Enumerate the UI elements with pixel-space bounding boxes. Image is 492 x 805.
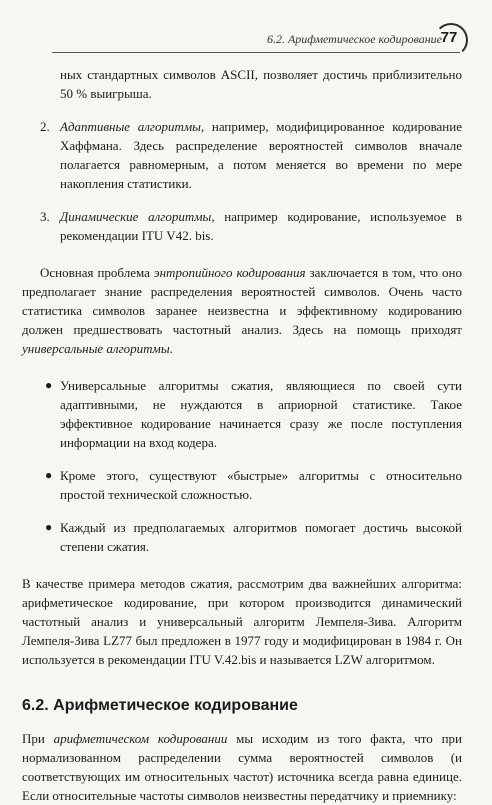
list-item-number: 3. bbox=[40, 209, 50, 224]
bullet-text: Каждый из предполагаемых алгоритмов помогает достичь высокой степени сжатия. bbox=[60, 520, 462, 554]
paragraph-text: Основная проблема bbox=[40, 265, 154, 280]
list-item-text: ных стандартных символов ASCII, позволяет достичь приблизительно 50 % выигрыша. bbox=[60, 67, 462, 101]
bullet-item-3 bbox=[22, 518, 462, 556]
list-item-term: Адаптивные алгоритмы bbox=[60, 119, 201, 134]
list-item-1-continuation bbox=[22, 65, 462, 103]
list-item-3 bbox=[22, 207, 462, 245]
page-number: 77 bbox=[437, 26, 461, 50]
list-item-text: , например, модифицированное кодирование Хаффмана. Здесь распределение вероятностей символов вначале полагается равномерным, а потом меняется во времени по мере накопления статистики. bbox=[60, 119, 462, 191]
list-item-text: , например кодирование, используемое в рекомендации ITU V42. bis. bbox=[60, 209, 462, 243]
paragraph-text: При bbox=[22, 731, 54, 746]
paragraph-text: мы исходим из того факта, что при нормализованном распределении сумма вероятностей символов (и соответствующих им относительных частот) источника всегда равна единице. Если относительные частоты символов неизвестны передатчику и приемнику: bbox=[22, 731, 462, 803]
bullet-text: Универсальные алгоритмы сжатия, являющиеся по своей сути адаптивными, не нуждаются в априорной статистике. Такое эффективное кодирование начинается сразу же после поступления информации на вход кодера. bbox=[60, 378, 462, 450]
bullet-text: Кроме этого, существуют «быстрые» алгоритмы с относительно простой технической сложностью. bbox=[60, 468, 462, 502]
bullet-item-2 bbox=[22, 466, 462, 504]
running-header: 6.2. Арифметическое кодирование bbox=[266, 32, 442, 46]
bullet-icon: ● bbox=[45, 520, 53, 534]
paragraph-compression-examples: В качестве примера методов сжатия, рассмотрим два важнейших алгоритма: арифметическое кодирование, при котором производится динамический частотный анализ и универсальный алгоритм Лемпеля-Зива. Алгоритм Лемпеля-Зива LZ77 был предложен в 1977 году и модифицирован в 1984 г. Он используется в рекомендации ITU V.42.bis и называется LZW алгоритмом. bbox=[22, 576, 462, 667]
paragraph-term: арифметическом кодировании bbox=[53, 731, 228, 746]
list-item-term: Динамические алгоритмы bbox=[60, 209, 212, 224]
section-heading: 6.2. Арифметическое кодирование bbox=[22, 697, 298, 714]
paragraph-term: универсальные алгоритмы bbox=[22, 341, 170, 356]
list-item-number: 2. bbox=[40, 119, 50, 134]
paragraph-text: . bbox=[169, 341, 173, 356]
paragraph-term: энтропийного кодирования bbox=[153, 265, 306, 280]
header-rule bbox=[52, 52, 460, 53]
list-item-2 bbox=[22, 117, 462, 193]
paragraph-text: заключается в том, что оно предполагает знание распределения вероятностей символов. Очень часто статистика символов заранее неизвестна и эффективному кодированию должен предшествовать частотный анализ. Здесь на помощь приходят bbox=[22, 265, 462, 337]
paragraph-entropy-coding bbox=[22, 263, 462, 358]
page-body bbox=[22, 65, 462, 805]
bullet-icon: ● bbox=[45, 378, 53, 392]
bullet-icon: ● bbox=[45, 468, 53, 482]
bullet-item-1 bbox=[22, 376, 462, 452]
